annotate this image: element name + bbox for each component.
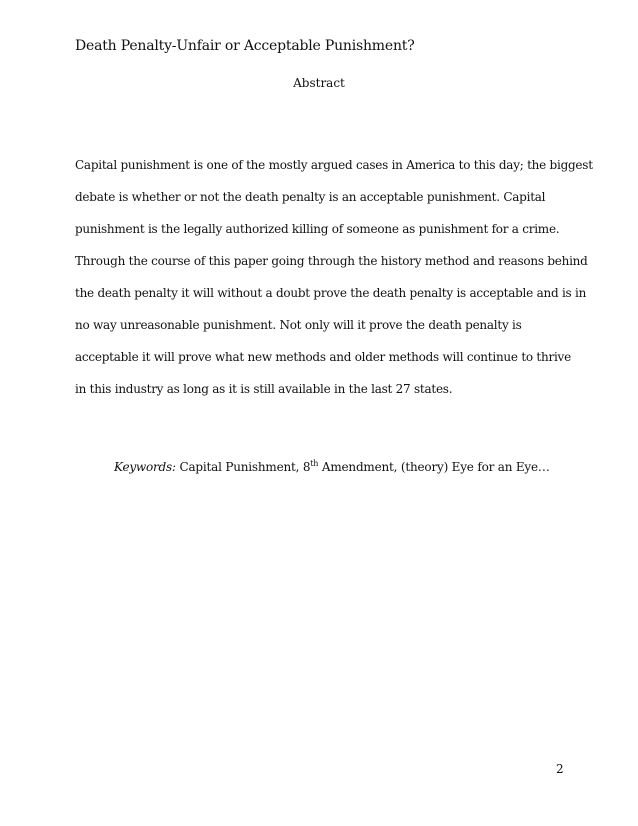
abstract-line: punishment is the legally authorized killing of someone as punishment for a crime. — [75, 222, 560, 236]
keywords-text-end: Amendment, (theory) Eye for an Eye… — [318, 460, 550, 474]
abstract-line: the death penalty it will without a doubt prove the death penalty is acceptable and is in — [75, 286, 587, 300]
running-head: Death Penalty-Unfair or Acceptable Punishment? — [75, 38, 415, 54]
abstract-heading: Abstract — [293, 76, 345, 90]
keywords-superscript: th — [310, 459, 319, 468]
keywords-line — [114, 460, 550, 474]
keywords-text-start: Capital Punishment, 8 — [175, 460, 311, 474]
abstract-line: no way unreasonable punishment. Not only will it prove the death penalty is — [75, 318, 522, 332]
abstract-line: in this industry as long as it is still available in the last 27 states. — [75, 382, 453, 396]
abstract-line: Capital punishment is one of the mostly argued cases in America to this day; the biggest — [75, 158, 593, 172]
abstract-body — [75, 156, 593, 412]
abstract-line: acceptable it will prove what new methods and older methods will continue to thrive — [75, 350, 571, 364]
page-number: 2 — [556, 762, 564, 776]
keywords-label: Keywords: — [114, 460, 176, 474]
abstract-line: Through the course of this paper going through the history method and reasons behind — [75, 254, 588, 268]
abstract-line: debate is whether or not the death penalty is an acceptable punishment. Capital — [75, 190, 546, 204]
